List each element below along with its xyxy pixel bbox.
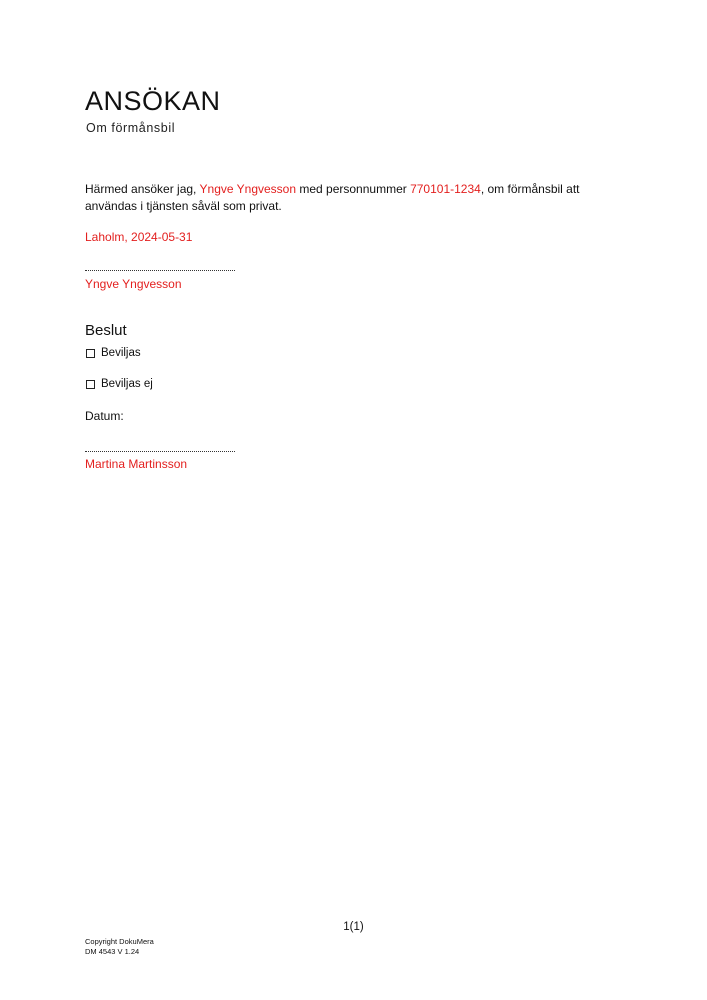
applicant-signature-name: Yngve Yngvesson [85, 277, 182, 291]
approver-signature-name: Martina Martinsson [85, 457, 188, 471]
checkbox-icon[interactable] [86, 349, 95, 358]
applicant-name-field: Yngve Yngvesson [199, 182, 297, 196]
applicant-signature-line [85, 270, 235, 271]
place-date-field: Laholm, 2024-05-31 [85, 230, 193, 244]
option-beviljas-ej[interactable] [86, 378, 153, 390]
paragraph-text-3: , om förmånsbil att användas i tjänsten såväl som privat. [85, 182, 580, 213]
decision-date-label: Datum: [85, 409, 124, 423]
option-label: Beviljas [101, 347, 141, 359]
personnummer-field: 770101-1234 [410, 182, 481, 196]
option-label: Beviljas ej [101, 378, 153, 390]
checkbox-icon[interactable] [86, 380, 95, 389]
page-number: 1(1) [343, 921, 364, 933]
decision-heading: Beslut [85, 322, 127, 339]
approver-signature-line [85, 451, 235, 452]
option-beviljas[interactable] [86, 347, 141, 359]
document-title: ANSÖKAN [85, 86, 221, 116]
footer-version: DM 4543 V 1.24 [85, 947, 140, 956]
paragraph-text-1: Härmed ansöker jag, [85, 182, 200, 196]
footer-copyright: Copyright DokuMera [85, 937, 154, 946]
footer [85, 937, 154, 957]
paragraph-text-2: med personnummer [296, 182, 411, 196]
document-subtitle: Om förmånsbil [86, 121, 176, 135]
application-paragraph [85, 181, 625, 215]
